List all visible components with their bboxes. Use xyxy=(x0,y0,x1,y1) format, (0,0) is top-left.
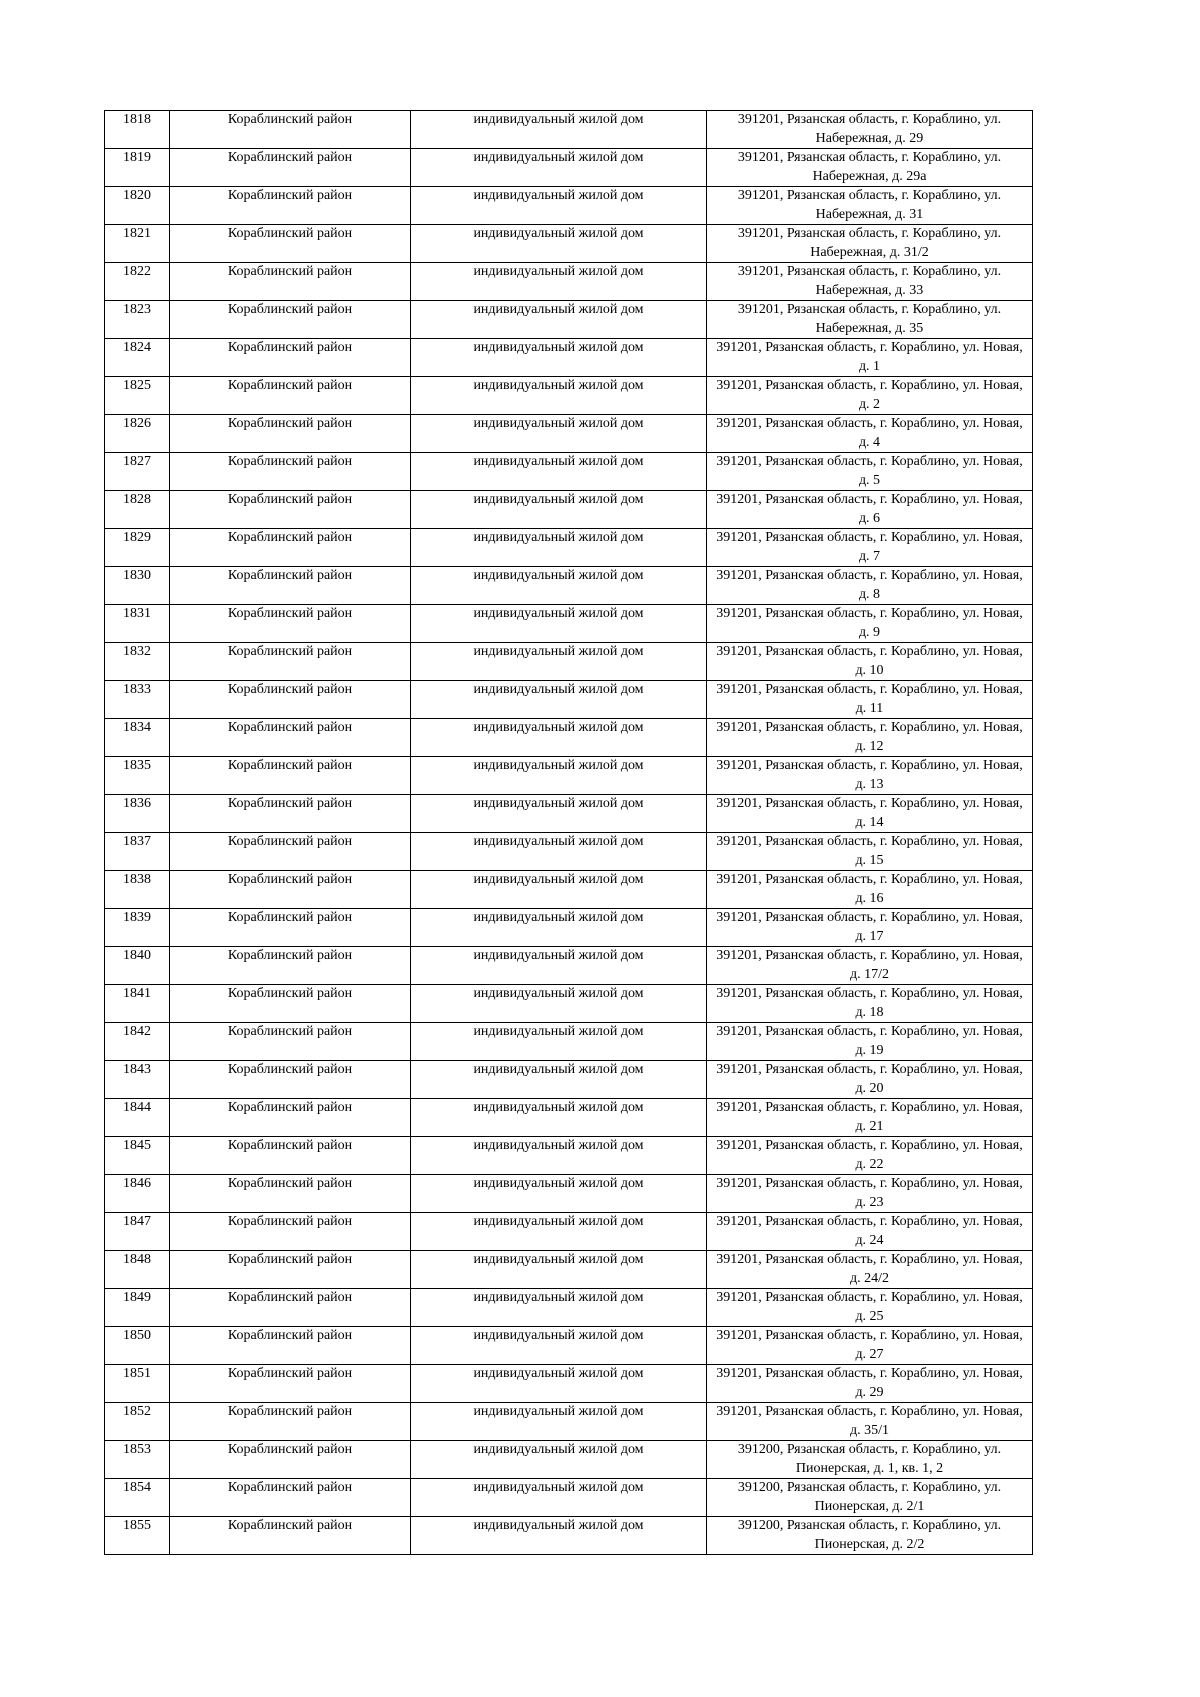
building-type-cell: индивидуальный жилой дом xyxy=(411,377,707,415)
table-row xyxy=(105,1023,1033,1061)
district-cell: Кораблинский район xyxy=(170,757,411,795)
building-type-cell: индивидуальный жилой дом xyxy=(411,567,707,605)
address-cell: 391201, Рязанская область, г. Кораблино, ул. Новая, д. 20 xyxy=(707,1061,1033,1099)
district-cell: Кораблинский район xyxy=(170,377,411,415)
address-cell: 391201, Рязанская область, г. Кораблино, ул. Новая, д. 29 xyxy=(707,1365,1033,1403)
row-number-cell: 1844 xyxy=(105,1099,170,1137)
district-cell: Кораблинский район xyxy=(170,491,411,529)
table-row xyxy=(105,909,1033,947)
row-number-cell: 1845 xyxy=(105,1137,170,1175)
building-type-cell: индивидуальный жилой дом xyxy=(411,301,707,339)
district-cell: Кораблинский район xyxy=(170,149,411,187)
table-row xyxy=(105,1289,1033,1327)
district-cell: Кораблинский район xyxy=(170,301,411,339)
row-number-cell: 1830 xyxy=(105,567,170,605)
district-cell: Кораблинский район xyxy=(170,111,411,149)
building-type-cell: индивидуальный жилой дом xyxy=(411,1061,707,1099)
district-cell: Кораблинский район xyxy=(170,529,411,567)
table-row xyxy=(105,719,1033,757)
row-number-cell: 1846 xyxy=(105,1175,170,1213)
row-number-cell: 1851 xyxy=(105,1365,170,1403)
table-row xyxy=(105,1061,1033,1099)
row-number-cell: 1853 xyxy=(105,1441,170,1479)
address-cell: 391201, Рязанская область, г. Кораблино, ул. Новая, д. 13 xyxy=(707,757,1033,795)
row-number-cell: 1835 xyxy=(105,757,170,795)
row-number-cell: 1836 xyxy=(105,795,170,833)
district-cell: Кораблинский район xyxy=(170,1061,411,1099)
building-type-cell: индивидуальный жилой дом xyxy=(411,1365,707,1403)
row-number-cell: 1829 xyxy=(105,529,170,567)
building-type-cell: индивидуальный жилой дом xyxy=(411,1137,707,1175)
table-row xyxy=(105,1175,1033,1213)
building-type-cell: индивидуальный жилой дом xyxy=(411,491,707,529)
table-row xyxy=(105,149,1033,187)
address-cell: 391201, Рязанская область, г. Кораблино, ул. Новая, д. 35/1 xyxy=(707,1403,1033,1441)
district-cell: Кораблинский район xyxy=(170,453,411,491)
building-type-cell: индивидуальный жилой дом xyxy=(411,1289,707,1327)
district-cell: Кораблинский район xyxy=(170,263,411,301)
address-cell: 391201, Рязанская область, г. Кораблино, ул. Набережная, д. 31/2 xyxy=(707,225,1033,263)
row-number-cell: 1839 xyxy=(105,909,170,947)
table-row xyxy=(105,833,1033,871)
row-number-cell: 1841 xyxy=(105,985,170,1023)
table-row xyxy=(105,377,1033,415)
district-cell: Кораблинский район xyxy=(170,833,411,871)
row-number-cell: 1822 xyxy=(105,263,170,301)
address-cell: 391201, Рязанская область, г. Кораблино, ул. Новая, д. 2 xyxy=(707,377,1033,415)
row-number-cell: 1838 xyxy=(105,871,170,909)
district-cell: Кораблинский район xyxy=(170,1365,411,1403)
table-row xyxy=(105,643,1033,681)
address-cell: 391201, Рязанская область, г. Кораблино, ул. Набережная, д. 35 xyxy=(707,301,1033,339)
table-row xyxy=(105,111,1033,149)
address-cell: 391201, Рязанская область, г. Кораблино, ул. Новая, д. 24 xyxy=(707,1213,1033,1251)
row-number-cell: 1818 xyxy=(105,111,170,149)
address-cell: 391201, Рязанская область, г. Кораблино, ул. Новая, д. 25 xyxy=(707,1289,1033,1327)
table-row xyxy=(105,225,1033,263)
row-number-cell: 1825 xyxy=(105,377,170,415)
address-cell: 391201, Рязанская область, г. Кораблино, ул. Набережная, д. 31 xyxy=(707,187,1033,225)
address-cell: 391201, Рязанская область, г. Кораблино, ул. Новая, д. 24/2 xyxy=(707,1251,1033,1289)
address-cell: 391201, Рязанская область, г. Кораблино, ул. Новая, д. 4 xyxy=(707,415,1033,453)
row-number-cell: 1823 xyxy=(105,301,170,339)
table-row xyxy=(105,1479,1033,1517)
table-row xyxy=(105,301,1033,339)
row-number-cell: 1847 xyxy=(105,1213,170,1251)
building-type-cell: индивидуальный жилой дом xyxy=(411,757,707,795)
building-type-cell: индивидуальный жилой дом xyxy=(411,605,707,643)
table-row xyxy=(105,491,1033,529)
address-cell: 391201, Рязанская область, г. Кораблино, ул. Набережная, д. 29 xyxy=(707,111,1033,149)
district-cell: Кораблинский район xyxy=(170,1441,411,1479)
address-cell: 391201, Рязанская область, г. Кораблино, ул. Новая, д. 22 xyxy=(707,1137,1033,1175)
table-row xyxy=(105,1099,1033,1137)
table-row xyxy=(105,1327,1033,1365)
table-row xyxy=(105,757,1033,795)
building-type-cell: индивидуальный жилой дом xyxy=(411,719,707,757)
table-row xyxy=(105,415,1033,453)
address-cell: 391201, Рязанская область, г. Кораблино, ул. Новая, д. 15 xyxy=(707,833,1033,871)
table-row xyxy=(105,1441,1033,1479)
address-cell: 391200, Рязанская область, г. Кораблино, ул. Пионерская, д. 2/2 xyxy=(707,1517,1033,1555)
row-number-cell: 1848 xyxy=(105,1251,170,1289)
building-type-cell: индивидуальный жилой дом xyxy=(411,1099,707,1137)
building-type-cell: индивидуальный жилой дом xyxy=(411,111,707,149)
district-cell: Кораблинский район xyxy=(170,1479,411,1517)
row-number-cell: 1852 xyxy=(105,1403,170,1441)
district-cell: Кораблинский район xyxy=(170,1517,411,1555)
district-cell: Кораблинский район xyxy=(170,1175,411,1213)
district-cell: Кораблинский район xyxy=(170,605,411,643)
district-cell: Кораблинский район xyxy=(170,339,411,377)
row-number-cell: 1819 xyxy=(105,149,170,187)
address-cell: 391201, Рязанская область, г. Кораблино, ул. Новая, д. 9 xyxy=(707,605,1033,643)
building-type-cell: индивидуальный жилой дом xyxy=(411,1403,707,1441)
table-row xyxy=(105,187,1033,225)
address-cell: 391201, Рязанская область, г. Кораблино, ул. Новая, д. 21 xyxy=(707,1099,1033,1137)
district-cell: Кораблинский район xyxy=(170,947,411,985)
row-number-cell: 1834 xyxy=(105,719,170,757)
row-number-cell: 1842 xyxy=(105,1023,170,1061)
address-cell: 391201, Рязанская область, г. Кораблино, ул. Новая, д. 27 xyxy=(707,1327,1033,1365)
row-number-cell: 1820 xyxy=(105,187,170,225)
address-cell: 391201, Рязанская область, г. Кораблино, ул. Новая, д. 17 xyxy=(707,909,1033,947)
district-cell: Кораблинский район xyxy=(170,795,411,833)
building-type-cell: индивидуальный жилой дом xyxy=(411,225,707,263)
address-cell: 391201, Рязанская область, г. Кораблино, ул. Новая, д. 19 xyxy=(707,1023,1033,1061)
building-type-cell: индивидуальный жилой дом xyxy=(411,1517,707,1555)
row-number-cell: 1821 xyxy=(105,225,170,263)
district-cell: Кораблинский район xyxy=(170,1403,411,1441)
table-row xyxy=(105,529,1033,567)
district-cell: Кораблинский район xyxy=(170,187,411,225)
building-type-cell: индивидуальный жилой дом xyxy=(411,1327,707,1365)
row-number-cell: 1855 xyxy=(105,1517,170,1555)
district-cell: Кораблинский район xyxy=(170,1289,411,1327)
building-type-cell: индивидуальный жилой дом xyxy=(411,415,707,453)
row-number-cell: 1824 xyxy=(105,339,170,377)
address-cell: 391201, Рязанская область, г. Кораблино, ул. Набережная, д. 29а xyxy=(707,149,1033,187)
address-cell: 391201, Рязанская область, г. Кораблино, ул. Новая, д. 7 xyxy=(707,529,1033,567)
table-row xyxy=(105,1251,1033,1289)
district-cell: Кораблинский район xyxy=(170,643,411,681)
building-type-cell: индивидуальный жилой дом xyxy=(411,909,707,947)
address-cell: 391201, Рязанская область, г. Кораблино, ул. Новая, д. 8 xyxy=(707,567,1033,605)
address-cell: 391200, Рязанская область, г. Кораблино, ул. Пионерская, д. 2/1 xyxy=(707,1479,1033,1517)
district-cell: Кораблинский район xyxy=(170,1327,411,1365)
building-type-cell: индивидуальный жилой дом xyxy=(411,1441,707,1479)
address-cell: 391201, Рязанская область, г. Кораблино, ул. Новая, д. 1 xyxy=(707,339,1033,377)
building-type-cell: индивидуальный жилой дом xyxy=(411,339,707,377)
address-cell: 391201, Рязанская область, г. Кораблино, ул. Новая, д. 17/2 xyxy=(707,947,1033,985)
district-cell: Кораблинский район xyxy=(170,909,411,947)
building-type-cell: индивидуальный жилой дом xyxy=(411,681,707,719)
table-row xyxy=(105,263,1033,301)
address-cell: 391201, Рязанская область, г. Кораблино, ул. Новая, д. 5 xyxy=(707,453,1033,491)
address-cell: 391200, Рязанская область, г. Кораблино, ул. Пионерская, д. 1, кв. 1, 2 xyxy=(707,1441,1033,1479)
row-number-cell: 1828 xyxy=(105,491,170,529)
table-row xyxy=(105,1403,1033,1441)
building-type-cell: индивидуальный жилой дом xyxy=(411,871,707,909)
table-row xyxy=(105,1517,1033,1555)
row-number-cell: 1827 xyxy=(105,453,170,491)
building-type-cell: индивидуальный жилой дом xyxy=(411,453,707,491)
address-cell: 391201, Рязанская область, г. Кораблино, ул. Новая, д. 18 xyxy=(707,985,1033,1023)
district-cell: Кораблинский район xyxy=(170,415,411,453)
table-row xyxy=(105,1365,1033,1403)
table-row xyxy=(105,567,1033,605)
table-row xyxy=(105,1213,1033,1251)
building-type-cell: индивидуальный жилой дом xyxy=(411,947,707,985)
district-cell: Кораблинский район xyxy=(170,1213,411,1251)
building-type-cell: индивидуальный жилой дом xyxy=(411,1213,707,1251)
building-type-cell: индивидуальный жилой дом xyxy=(411,833,707,871)
address-cell: 391201, Рязанская область, г. Кораблино, ул. Новая, д. 14 xyxy=(707,795,1033,833)
building-type-cell: индивидуальный жилой дом xyxy=(411,263,707,301)
district-cell: Кораблинский район xyxy=(170,225,411,263)
row-number-cell: 1850 xyxy=(105,1327,170,1365)
building-type-cell: индивидуальный жилой дом xyxy=(411,1175,707,1213)
row-number-cell: 1843 xyxy=(105,1061,170,1099)
table-row xyxy=(105,795,1033,833)
table-row xyxy=(105,681,1033,719)
district-cell: Кораблинский район xyxy=(170,871,411,909)
building-type-cell: индивидуальный жилой дом xyxy=(411,985,707,1023)
address-cell: 391201, Рязанская область, г. Кораблино, ул. Набережная, д. 33 xyxy=(707,263,1033,301)
row-number-cell: 1849 xyxy=(105,1289,170,1327)
district-cell: Кораблинский район xyxy=(170,681,411,719)
district-cell: Кораблинский район xyxy=(170,1099,411,1137)
building-type-cell: индивидуальный жилой дом xyxy=(411,149,707,187)
row-number-cell: 1837 xyxy=(105,833,170,871)
district-cell: Кораблинский район xyxy=(170,719,411,757)
district-cell: Кораблинский район xyxy=(170,1023,411,1061)
row-number-cell: 1833 xyxy=(105,681,170,719)
housing-registry-table xyxy=(104,110,1033,1555)
district-cell: Кораблинский район xyxy=(170,1137,411,1175)
table-row xyxy=(105,605,1033,643)
building-type-cell: индивидуальный жилой дом xyxy=(411,1023,707,1061)
district-cell: Кораблинский район xyxy=(170,985,411,1023)
building-type-cell: индивидуальный жилой дом xyxy=(411,1479,707,1517)
table-row xyxy=(105,453,1033,491)
address-cell: 391201, Рязанская область, г. Кораблино, ул. Новая, д. 16 xyxy=(707,871,1033,909)
building-type-cell: индивидуальный жилой дом xyxy=(411,187,707,225)
registry-table-body xyxy=(105,111,1033,1555)
address-cell: 391201, Рязанская область, г. Кораблино, ул. Новая, д. 11 xyxy=(707,681,1033,719)
row-number-cell: 1832 xyxy=(105,643,170,681)
table-row xyxy=(105,339,1033,377)
district-cell: Кораблинский район xyxy=(170,567,411,605)
table-row xyxy=(105,871,1033,909)
district-cell: Кораблинский район xyxy=(170,1251,411,1289)
table-row xyxy=(105,1137,1033,1175)
address-cell: 391201, Рязанская область, г. Кораблино, ул. Новая, д. 6 xyxy=(707,491,1033,529)
building-type-cell: индивидуальный жилой дом xyxy=(411,529,707,567)
address-cell: 391201, Рязанская область, г. Кораблино, ул. Новая, д. 12 xyxy=(707,719,1033,757)
table-row xyxy=(105,947,1033,985)
building-type-cell: индивидуальный жилой дом xyxy=(411,795,707,833)
building-type-cell: индивидуальный жилой дом xyxy=(411,643,707,681)
row-number-cell: 1831 xyxy=(105,605,170,643)
row-number-cell: 1826 xyxy=(105,415,170,453)
address-cell: 391201, Рязанская область, г. Кораблино, ул. Новая, д. 10 xyxy=(707,643,1033,681)
row-number-cell: 1854 xyxy=(105,1479,170,1517)
row-number-cell: 1840 xyxy=(105,947,170,985)
address-cell: 391201, Рязанская область, г. Кораблино, ул. Новая, д. 23 xyxy=(707,1175,1033,1213)
building-type-cell: индивидуальный жилой дом xyxy=(411,1251,707,1289)
table-row xyxy=(105,985,1033,1023)
